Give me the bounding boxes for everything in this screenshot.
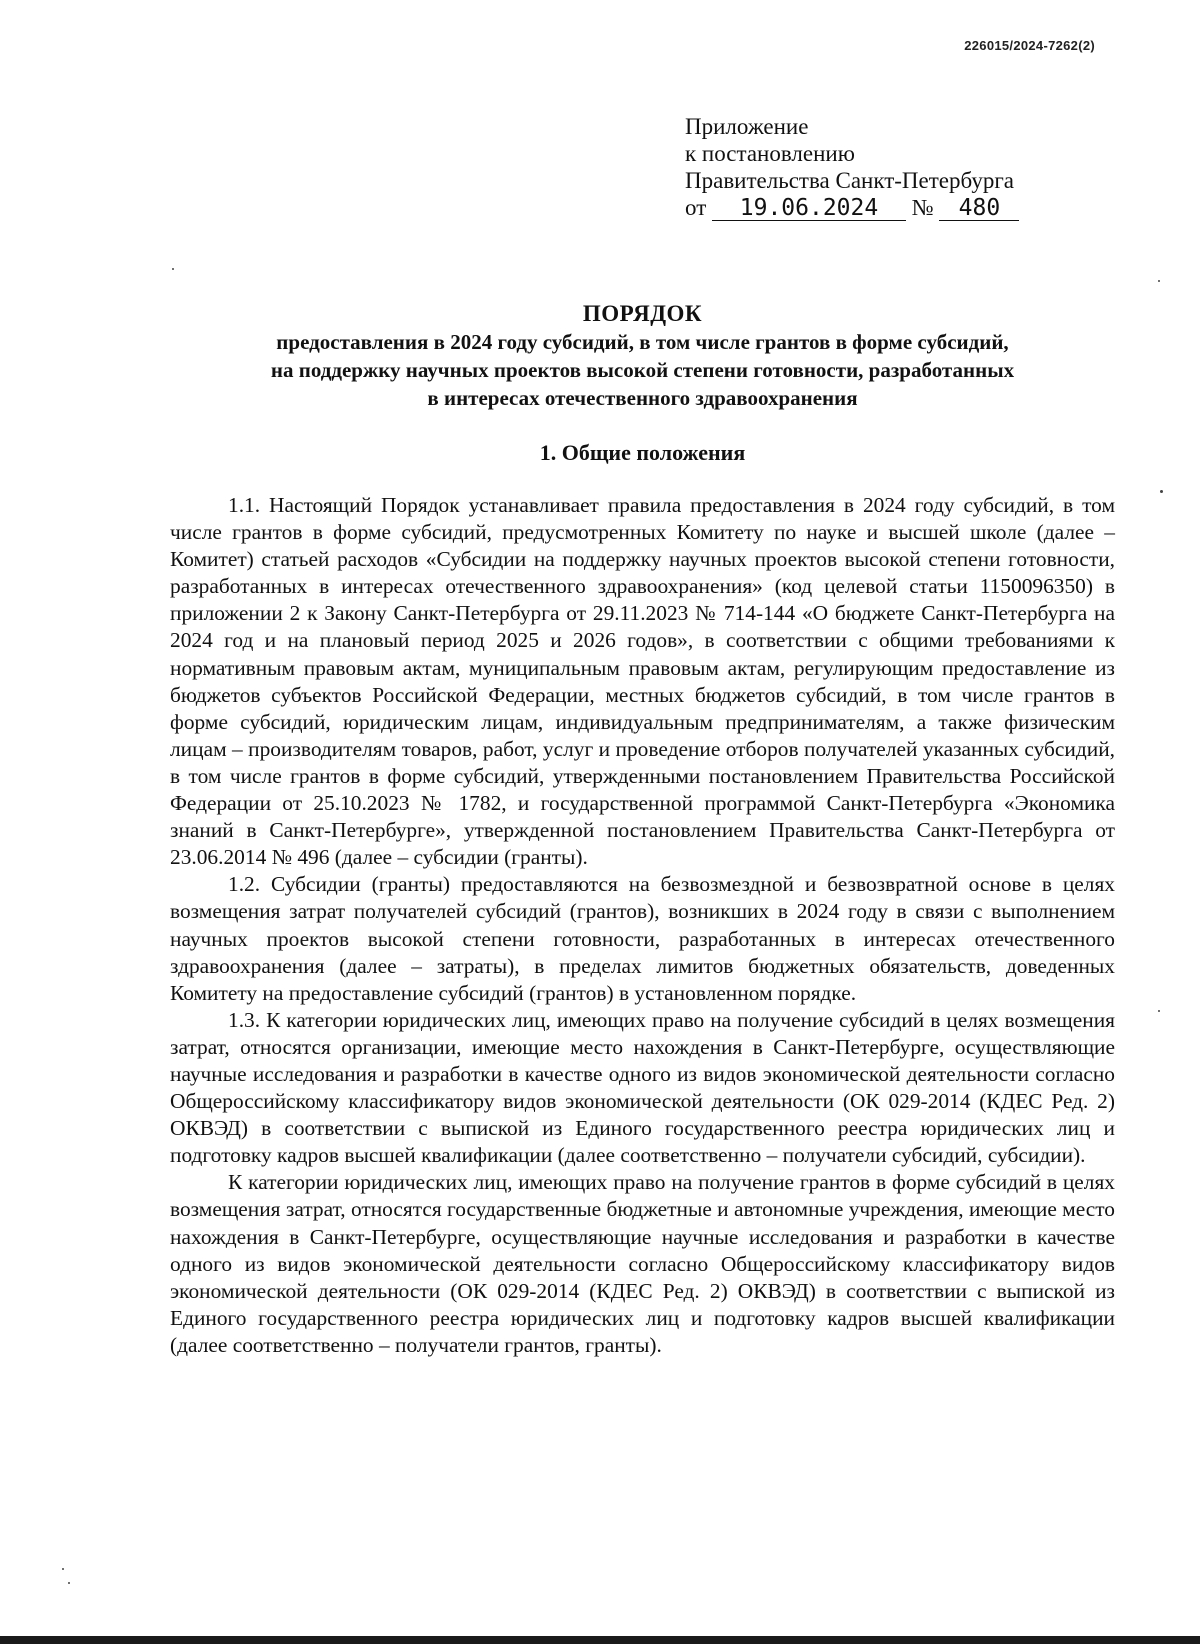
- scan-speck: [68, 1582, 70, 1584]
- document-id: 226015/2024-7262(2): [964, 38, 1095, 53]
- appendix-line-2: к постановлению: [685, 141, 855, 166]
- title-line-1: предоставления в 2024 году субсидий, в том числе грантов в форме субсидий,: [276, 330, 1009, 354]
- title-line-3: в интересах отечественного здравоохранения: [427, 386, 858, 410]
- paragraph-1-2: 1.2. Субсидии (гранты) предоставляются на безвозмездной и безвозвратной основе в целях возмещения затрат получателей субсидий (грантов), возникших в 2024 году в связи с выполнением научных проектов высокой степени готовности, разработанных в интересах отечественного здравоохранения (далее – затраты), в пределах лимитов бюджетных обязательств, доведенных Комитету на предоставление субсидий (грантов) в установленном порядке.: [170, 872, 1115, 1005]
- paragraph-1-3: 1.3. К категории юридических лиц, имеющих право на получение субсидий в целях возмещения затрат, относятся организации, имеющие место нахождения в Санкт-Петербурге, осуществляющие научные исследования и разработки в качестве одного из видов экономической деятельности согласно Общероссийскому классификатору видов экономической деятельности (ОК 029-2014 (КДЕС Ред. 2) ОКВЭД) в соответствии с выпиской из Единого государственного реестра юридических лиц и подготовку кадров высшей квалификации (далее соответственно – получатели субсидий, субсидии).: [170, 1007, 1115, 1168]
- scan-edge: [0, 1636, 1200, 1644]
- document-title: [170, 300, 1115, 412]
- paragraph-1-1: 1.1. Настоящий Порядок устанавливает правила предоставления в 2024 году субсидий, в том числе грантов в форме субсидий, предусмотренных Комитету по науке и высшей школе (далее – Комитет) статьей расходов «Субсидии на поддержку научных проектов высокой степени готовности, разработанных в интересах отечественного здравоохранения» (код целевой статьи 1150096350) в приложении 2 к Закону Санкт-Петербурга от 29.11.2023 № 714-144 «О бюджете Санкт-Петербурга на 2024 год и на плановый период 2025 и 2026 годов», в соответствии с общими требованиями к нормативным правовым актам, муниципальным правовым актам, регулирующим предоставление из бюджетов субъектов Российской Федерации, местных бюджетов субсидий, в том числе грантов в форме субсидий, юридическим лицам, индивидуальным предпринимателям, а также физическим лицам – производителям товаров, работ, услуг и проведение отборов получателей указанных субсидий, в том числе грантов в форме субсидий, утвержденными постановлением Правительства Российской Федерации от 25.10.2023 № 1782, и государственной программой Санкт-Петербурга «Экономика знаний в Санкт-Петербурге», утвержденной постановлением Правительства Санкт-Петербурга от 23.06.2014 № 496 (далее – субсидии (гранты).: [170, 493, 1115, 870]
- appendix-number: 480: [939, 196, 1019, 221]
- paragraph-1-3-continued: К категории юридических лиц, имеющих право на получение грантов в форме субсидий в целях возмещения затрат, относятся государственные бюджетные и автономные учреждения, имеющие место нахождения в Санкт-Петербурге, осуществляющие научные исследования и разработки в качестве одного из видов экономической деятельности согласно Общероссийскому классификатору видов экономической деятельности (ОК 029-2014 (КДЕС Ред. 2) ОКВЭД) в соответствии с выпиской из Единого государственного реестра юридических лиц и подготовку кадров высшей квалификации (далее соответственно – получатели грантов, гранты).: [170, 1170, 1115, 1357]
- scan-speck: [1158, 280, 1160, 282]
- title-main: ПОРЯДОК: [582, 301, 703, 326]
- appendix-line-1: Приложение: [685, 114, 809, 139]
- scan-speck: [62, 1568, 64, 1570]
- appendix-line-3: Правительства Санкт-Петербурга: [685, 168, 1014, 193]
- scan-speck: [172, 268, 174, 270]
- appendix-from-label: от: [685, 195, 707, 220]
- document-body: [170, 492, 1115, 1359]
- scan-speck: [1160, 490, 1163, 493]
- appendix-date: 19.06.2024: [712, 196, 906, 221]
- appendix-block: [685, 113, 1019, 221]
- appendix-date-line: [685, 194, 1019, 221]
- title-line-2: на поддержку научных проектов высокой степени готовности, разработанных: [270, 358, 1015, 382]
- section-heading: 1. Общие положения: [539, 440, 746, 465]
- appendix-number-label: №: [911, 195, 934, 220]
- scan-speck: [1158, 1010, 1160, 1012]
